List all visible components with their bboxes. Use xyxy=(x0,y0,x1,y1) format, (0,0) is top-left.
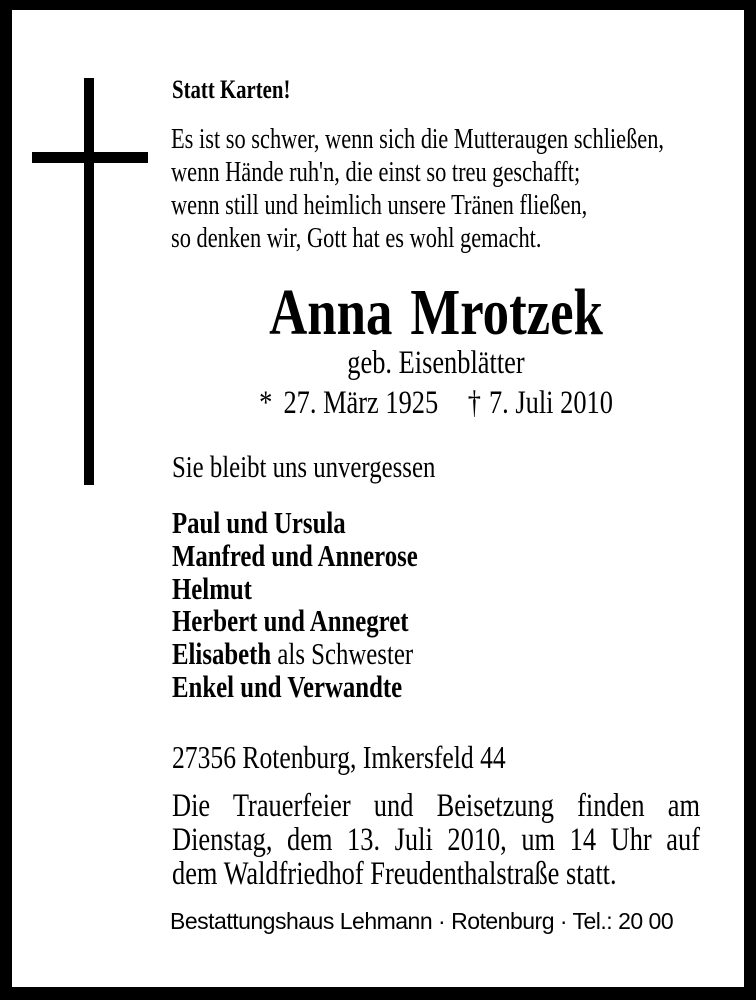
deceased-name: Anna Mrotzek xyxy=(269,276,603,349)
death-dagger-icon: † xyxy=(467,385,481,421)
mourner-row xyxy=(172,537,700,573)
birth-star-icon: * xyxy=(259,385,273,421)
funeral-info xyxy=(172,789,700,891)
funeral-line-1: Die Trauerfeier und Beisetzung finden am xyxy=(172,788,700,824)
mourner-relation: als Schwester xyxy=(271,636,414,672)
funeral-home-line: Bestattungshaus Lehmann · Rotenburg · Tel.: 20 00 xyxy=(170,908,674,934)
birth-date: 27. März 1925 xyxy=(283,385,439,421)
remembrance-line: Sie bleibt uns unvergessen xyxy=(172,449,436,484)
cross-horizontal-bar xyxy=(32,152,148,163)
mourner-row xyxy=(172,638,700,671)
mourner-row xyxy=(172,570,700,606)
maiden-name: geb. Eisenblätter xyxy=(347,345,525,381)
mourner-names: Manfred und Annerose xyxy=(172,537,418,573)
mourner-row xyxy=(172,507,700,540)
cross-vertical-bar xyxy=(84,78,94,485)
mourner-row xyxy=(172,605,700,638)
poem-line-2: wenn Hände ruh'n, die einst so treu geschafft; xyxy=(171,157,581,188)
funeral-line-3: dem Waldfriedhof Freudenthalstraße statt. xyxy=(172,856,617,892)
mourner-names: Enkel und Verwandte xyxy=(172,668,403,704)
poem-line-1: Es ist so schwer, wenn sich die Mutteraugen schließen, xyxy=(171,124,665,155)
address-line: 27356 Rotenburg, Imkersfeld 44 xyxy=(172,739,506,775)
poem-line-3: wenn still und heimlich unsere Tränen fließen, xyxy=(171,190,588,221)
memorial-poem xyxy=(171,123,747,255)
mourner-names: Herbert und Annegret xyxy=(172,603,409,639)
mourner-names: Elisabeth xyxy=(172,636,272,672)
life-dates xyxy=(225,384,647,422)
mourner-names: Helmut xyxy=(172,570,252,606)
mourners-list xyxy=(172,507,700,704)
pre-header: Statt Karten! xyxy=(172,75,291,104)
poem-line-4: so denken wir, Gott hat es wohl gemacht. xyxy=(171,223,542,254)
death-date: 7. Juli 2010 xyxy=(488,385,613,421)
mourner-names: Paul und Ursula xyxy=(172,505,346,540)
mourner-row xyxy=(172,668,700,704)
funeral-line-2: Dienstag, dem 13. Juli 2010, um 14 Uhr auf xyxy=(172,822,700,858)
